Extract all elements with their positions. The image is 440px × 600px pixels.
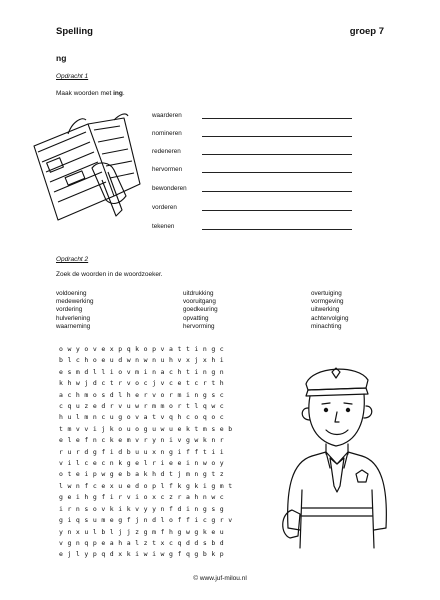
word-label: redeneren xyxy=(152,148,181,155)
word-row-waarderen xyxy=(152,109,352,121)
search-word: vooruitgang xyxy=(183,298,216,306)
answer-line[interactable] xyxy=(202,191,352,192)
exercise2-instruction: Zoek de woorden in de woordzoeker. xyxy=(56,271,163,278)
search-word: hervorming xyxy=(183,322,215,330)
search-word: opvatting xyxy=(183,314,209,322)
search-word: medewerking xyxy=(56,298,94,306)
grid-row[interactable]: blchoeudwnwnuhvxjxhi xyxy=(59,356,229,365)
grid-row[interactable]: elefnckemvrynivgwknr xyxy=(59,436,229,445)
word-row-bewonderen xyxy=(152,182,352,194)
search-word: overtuiging xyxy=(311,290,342,297)
grid-row[interactable]: tmvvijkouoguwuektmseb xyxy=(59,424,237,433)
answer-line[interactable] xyxy=(202,118,352,119)
grid-row[interactable]: rurdgfidbuuxngifftii xyxy=(59,447,229,456)
word-label: vorderen xyxy=(152,204,177,211)
search-word: uitdrukking xyxy=(183,290,214,297)
search-word: vordering xyxy=(56,306,83,314)
word-search-grid[interactable] xyxy=(59,344,237,561)
word-row-vorderen xyxy=(152,201,352,213)
search-word: vormgeving xyxy=(311,298,344,306)
footer-credit: © www.juf-milou.nl xyxy=(193,575,247,582)
grid-row[interactable]: achmosdlhervormingsc xyxy=(59,390,229,399)
answer-line[interactable] xyxy=(202,210,352,211)
grid-row[interactable]: ejlypqdxkiwiwgfqgbkp xyxy=(59,550,229,559)
word-list-column-3 xyxy=(311,290,348,331)
topic-title: ng xyxy=(56,53,67,63)
word-label: bewonderen xyxy=(152,185,187,192)
grid-row[interactable]: cquzedrvuwrmmortlqwc xyxy=(59,402,229,411)
word-row-hervormen xyxy=(152,163,352,175)
word-label: nomineren xyxy=(152,130,182,137)
exercise2-title: Opdracht 2 xyxy=(56,256,89,263)
exercise1-title: Opdracht 1 xyxy=(56,73,89,80)
police-officer-illustration xyxy=(272,358,402,556)
word-row-tekenen xyxy=(152,220,352,232)
search-word: voldoening xyxy=(56,290,87,297)
header-grade: groep 7 xyxy=(349,26,384,37)
search-word: hulverlening xyxy=(56,314,90,322)
word-label: waarderen xyxy=(152,112,182,119)
word-label: tekenen xyxy=(152,223,175,230)
search-word: waarneming xyxy=(56,322,91,330)
search-word: uitwerking xyxy=(311,306,340,314)
answer-line[interactable] xyxy=(202,172,352,173)
exercise1-instruction: Maak woorden met ing. xyxy=(56,90,125,97)
grid-row[interactable]: hulmncugovatvqhcoqoc xyxy=(59,413,229,422)
search-word: goedkeuring xyxy=(183,306,218,314)
word-list-column-2 xyxy=(183,290,218,331)
word-row-redeneren xyxy=(152,145,352,157)
answer-line[interactable] xyxy=(202,136,352,137)
book-illustration xyxy=(28,112,144,230)
grid-row[interactable]: lwnfcexuedoplfkgkigmt xyxy=(59,481,237,490)
word-label: hervormen xyxy=(152,166,183,173)
grid-row[interactable]: owyovexpqkopvattingc xyxy=(59,345,229,353)
grid-row[interactable]: khwjdctrvocjvcetcrth xyxy=(59,379,229,388)
grid-row[interactable]: oteipwgebakhdtjmngtz xyxy=(59,470,229,479)
header-subject: Spelling xyxy=(56,26,93,37)
answer-line[interactable] xyxy=(202,229,352,230)
word-row-nomineren xyxy=(152,127,352,139)
word-list-column-1 xyxy=(56,290,93,331)
grid-row[interactable]: vilcecnkgelrieeinwoy xyxy=(59,459,229,468)
search-word: minachting xyxy=(311,322,342,330)
answer-line[interactable] xyxy=(202,154,352,155)
grid-row[interactable]: vgnqpeahalztxcqddsbd xyxy=(59,538,229,547)
search-word: achtervolging xyxy=(311,314,349,322)
grid-row[interactable]: giqsumegfjndlofficgrv xyxy=(59,516,237,525)
grid-row[interactable]: geihgfirvioxczrahnwc xyxy=(59,493,229,502)
grid-row[interactable]: ynxulbljjzgmfhgwgkeu xyxy=(59,527,229,536)
grid-row[interactable]: irnsovkikvyynfdingsg xyxy=(59,504,229,513)
grid-row[interactable]: esmdlliovminachtingn xyxy=(59,367,229,376)
